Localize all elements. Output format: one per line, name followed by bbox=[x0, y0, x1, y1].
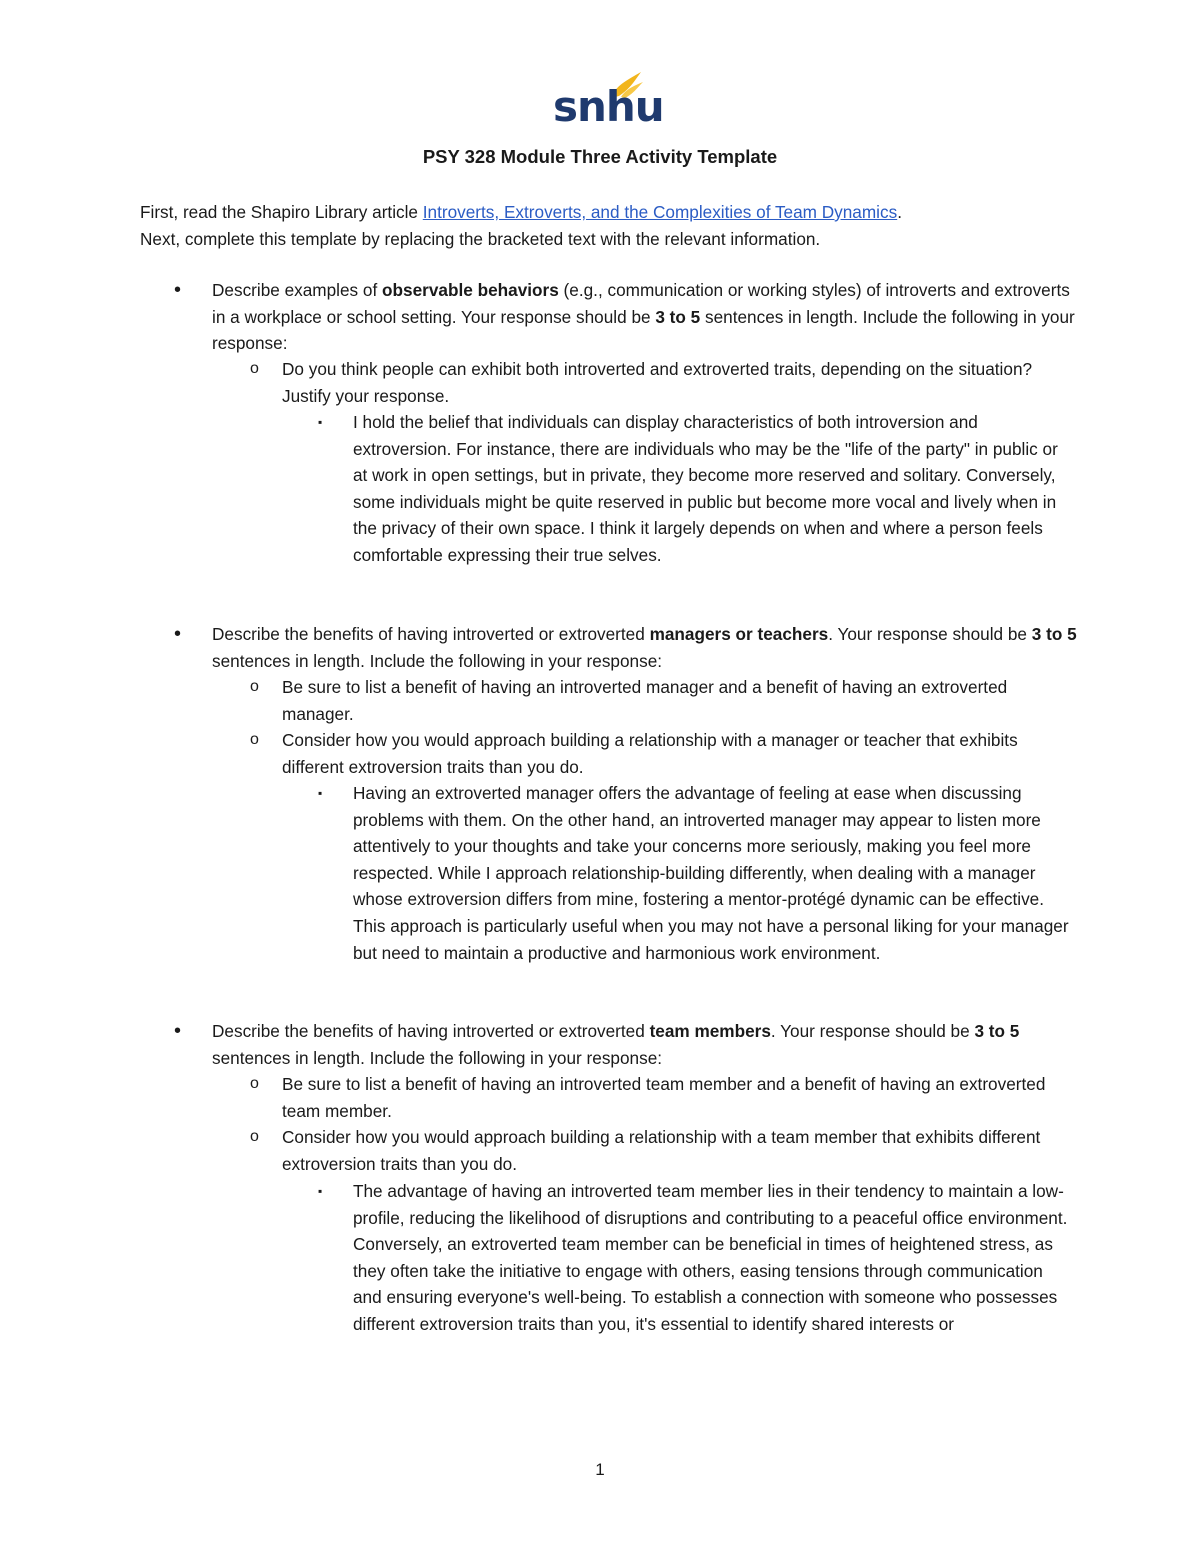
logo-text: snhu bbox=[553, 82, 664, 131]
subsub-bullet-marker: ▪ bbox=[318, 786, 323, 800]
prompt-bold: managers or teachers bbox=[649, 624, 829, 644]
prompt-text: (e.g., communication or working styles) of introverts and extroverts in a workplace or school setting. Your response should be bbox=[212, 280, 1070, 327]
prompt-bold: team members bbox=[649, 1021, 771, 1041]
sub-bullet-marker: o bbox=[250, 731, 259, 748]
section3-sub2: Consider how you would approach building a relationship with a team member that exhibits different extroversion traits than you do. bbox=[282, 1127, 1041, 1174]
section1-prompt bbox=[212, 277, 1082, 357]
section3-sub1: Be sure to list a benefit of having an introverted team member and a benefit of having an extroverted team member. bbox=[282, 1074, 1046, 1121]
page-number: 1 bbox=[595, 1460, 605, 1479]
section3-prompt bbox=[212, 1018, 1082, 1071]
bullet-marker: • bbox=[174, 623, 182, 645]
prompt-text: Describe the benefits of having introverted or extroverted bbox=[212, 1021, 650, 1041]
prompt-bold: 3 to 5 bbox=[655, 306, 701, 327]
prompt-text: sentences in length. Include the following in your response: bbox=[212, 650, 663, 671]
section2-sub1: Be sure to list a benefit of having an introverted manager and a benefit of having an extroverted manager. bbox=[282, 677, 1008, 724]
subsub-bullet-marker: ▪ bbox=[318, 1184, 323, 1198]
section2-answer: Having an extroverted manager offers the advantage of feeling at ease when discussing problems with them. On the other hand, an introverted manager may appear to listen more attentively to your thoughts and take your concerns more seriously, making you feel more respected. While I approach relationship-building differently, when dealing with a manager whose extroversion differs from mine, fostering a mentor-protégé dynamic can be effective. This approach is particularly useful when you may not have a personal liking for your manager but need to maintain a productive and harmonious work environment. bbox=[353, 783, 1069, 963]
prompt-text: sentences in length. Include the following in your response: bbox=[212, 1047, 663, 1068]
intro-paragraph bbox=[140, 199, 1070, 252]
section3-answer: The advantage of having an introverted team member lies in their tendency to maintain a low-profile, reducing the likelihood of disruptions and contributing to a peaceful office environment. Conversely, an extroverted team member can be beneficial in times of heightened stress, as they often take the initiative to engage with others, easing tensions through communication and ensuring everyone's well-being. To establish a connection with someone who possesses different extroversion traits than you, it's essential to identify shared interests or bbox=[353, 1181, 1068, 1334]
section2-sub2: Consider how you would approach building a relationship with a manager or teacher that exhibits different extroversion traits than you do. bbox=[282, 730, 1018, 777]
bullet-marker: • bbox=[174, 279, 182, 301]
prompt-text: . Your response should be bbox=[828, 624, 1032, 644]
intro-prefix: First, read the Shapiro Library article bbox=[140, 202, 423, 222]
article-link[interactable]: Introverts, Extroverts, and the Complexities of Team Dynamics bbox=[422, 202, 898, 222]
page-title: PSY 328 Module Three Activity Template bbox=[422, 146, 778, 167]
subsub-bullet-marker: ▪ bbox=[318, 415, 323, 429]
sub-bullet-marker: o bbox=[250, 360, 259, 377]
intro-line-2: Next, complete this template by replacing the bracketed text with the relevant information. bbox=[140, 228, 821, 249]
prompt-bold: 3 to 5 bbox=[974, 1021, 1020, 1041]
section1-sub1: Do you think people can exhibit both introverted and extroverted traits, depending on the situation? Justify your response. bbox=[282, 359, 1033, 406]
bullet-marker: • bbox=[174, 1020, 182, 1042]
sub-bullet-marker: o bbox=[250, 678, 259, 695]
section1-answer: I hold the belief that individuals can display characteristics of both introversion and extroversion. For instance, there are individuals who may be the "life of the party" in public or at work in open settings, but in private, they become more reserved and solitary. Conversely, some individuals might be quite reserved in public but become more vocal and lively when in the privacy of their own space. I think it largely depends on when and where a person feels comfortable expressing their true selves. bbox=[353, 412, 1058, 565]
snhu-logo bbox=[553, 70, 664, 132]
intro-suffix: . bbox=[897, 202, 902, 222]
prompt-bold: 3 to 5 bbox=[1031, 624, 1077, 644]
prompt-bold: observable behaviors bbox=[382, 280, 559, 300]
prompt-text: Describe examples of bbox=[212, 280, 383, 300]
sub-bullet-marker: o bbox=[250, 1075, 259, 1092]
sub-bullet-marker: o bbox=[250, 1128, 259, 1145]
section2-prompt bbox=[212, 621, 1082, 674]
prompt-text: Describe the benefits of having introverted or extroverted bbox=[212, 624, 650, 644]
prompt-text: . Your response should be bbox=[770, 1021, 975, 1041]
prompt-text: sentences in length. Include the following in your response: bbox=[212, 306, 1075, 354]
